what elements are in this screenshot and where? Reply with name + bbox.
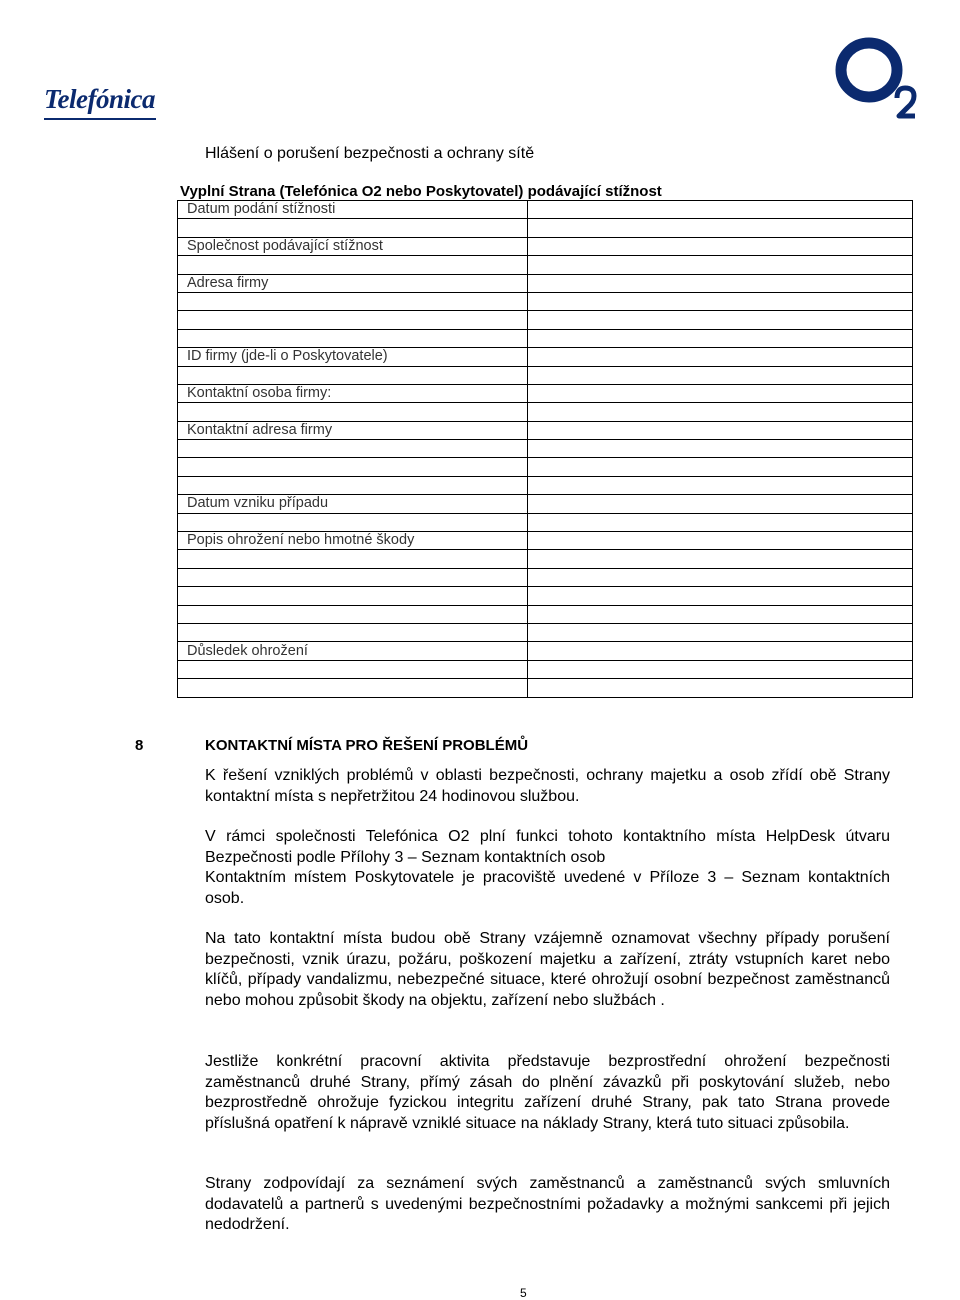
- form-row: [178, 256, 913, 274]
- form-row: [178, 642, 913, 660]
- form-value-cell[interactable]: [528, 476, 913, 494]
- form-row: [178, 623, 913, 641]
- form-row: [178, 513, 913, 531]
- form-value-cell[interactable]: [528, 292, 913, 310]
- form-row: [178, 219, 913, 237]
- form-value-cell[interactable]: [528, 237, 913, 255]
- form-row: [178, 237, 913, 255]
- form-row: [178, 679, 913, 697]
- paragraph-2: [205, 827, 890, 909]
- form-value-cell[interactable]: [528, 274, 913, 292]
- form-row: [178, 348, 913, 366]
- form-row: [178, 384, 913, 402]
- form-label-cell: Datum podání stížnosti: [178, 201, 528, 219]
- form-value-cell[interactable]: [528, 642, 913, 660]
- form-label-cell: [178, 219, 528, 237]
- form-label-cell: Kontaktní osoba firmy:: [178, 384, 528, 402]
- form-row: [178, 292, 913, 310]
- table-heading: Vyplní Strana (Telefónica O2 nebo Poskytovatel) podávající stížnost: [180, 183, 662, 200]
- section-title: KONTAKTNÍ MÍSTA PRO ŘEŠENÍ PROBLÉMŮ: [205, 737, 529, 754]
- form-value-cell[interactable]: [528, 384, 913, 402]
- form-value-cell[interactable]: [528, 679, 913, 697]
- form-value-cell[interactable]: [528, 403, 913, 421]
- form-value-cell[interactable]: [528, 513, 913, 531]
- form-row: [178, 605, 913, 623]
- form-label-cell: Kontaktní adresa firmy: [178, 421, 528, 439]
- form-row: [178, 587, 913, 605]
- form-label-cell: [178, 311, 528, 329]
- form-label-cell: [178, 660, 528, 678]
- form-value-cell[interactable]: [528, 605, 913, 623]
- form-label-cell: Důsledek ohrožení: [178, 642, 528, 660]
- form-label-cell: ID firmy (jde-li o Poskytovatele): [178, 348, 528, 366]
- form-row: [178, 532, 913, 550]
- form-row: [178, 476, 913, 494]
- form-row: [178, 550, 913, 568]
- form-value-cell[interactable]: [528, 421, 913, 439]
- form-value-cell[interactable]: [528, 550, 913, 568]
- form-label-cell: [178, 679, 528, 697]
- form-label-cell: [178, 366, 528, 384]
- form-label-cell: Adresa firmy: [178, 274, 528, 292]
- form-row: [178, 440, 913, 458]
- complaint-form-table: [177, 200, 913, 698]
- form-label-cell: [178, 329, 528, 347]
- form-label-cell: [178, 476, 528, 494]
- form-row: [178, 495, 913, 513]
- form-value-cell[interactable]: [528, 311, 913, 329]
- telefonica-logo: [44, 84, 155, 115]
- form-value-cell[interactable]: [528, 623, 913, 641]
- form-value-cell[interactable]: [528, 458, 913, 476]
- form-row: [178, 366, 913, 384]
- form-value-cell[interactable]: [528, 587, 913, 605]
- form-row: [178, 660, 913, 678]
- paragraph-1: K řešení vzniklých problémů v oblasti bezpečnosti, ochrany majetku a osob zřídí obě Strany kontaktní místa s nepřetržitou 24 hodinovou službou.: [205, 767, 890, 805]
- form-label-cell: [178, 458, 528, 476]
- paragraph-4: Jestliže konkrétní pracovní aktivita představuje bezprostřední ohrožení bezpečnosti zaměstnanců druhé Strany, přímý zásah do plnění závazků při poskytování služeb, nebo bezprostředně ohrožuje fyzickou integritu zařízení druhé Strany, pak tato Strana provede příslušná opatření k nápravě vzniklé situace na náklady Strany, která tuto situaci způsobila.: [205, 1053, 890, 1132]
- form-row: [178, 421, 913, 439]
- page-number: 5: [520, 1286, 527, 1300]
- paragraph-2-line: Kontaktním místem Poskytovatele je pracoviště uvedené v Příloze 3 – Seznam kontaktních osob.: [205, 869, 890, 907]
- form-value-cell[interactable]: [528, 440, 913, 458]
- form-row: [178, 329, 913, 347]
- form-value-cell[interactable]: [528, 219, 913, 237]
- form-value-cell[interactable]: [528, 495, 913, 513]
- form-title: Hlášení o porušení bezpečnosti a ochrany sítě: [205, 145, 535, 162]
- form-value-cell[interactable]: [528, 329, 913, 347]
- form-row: [178, 458, 913, 476]
- telefonica-logo-text: Telefónica: [44, 84, 155, 114]
- form-row: [178, 568, 913, 586]
- form-label-cell: [178, 623, 528, 641]
- form-value-cell[interactable]: [528, 348, 913, 366]
- form-value-cell[interactable]: [528, 256, 913, 274]
- paragraph-3: Na tato kontaktní místa budou obě Strany vzájemně oznamovat všechny případy porušení bezpečnosti, vznik úrazu, požáru, poškození majetku a zařízení, ztráty vstupních karet nebo klíčů, případy vandalizmu, nebezpečné situace, které ohrožují osobní bezpečnost zaměstnanců nebo mohou způsobit škody na objektu, zařízení nebo službách .: [205, 930, 890, 1009]
- form-value-cell[interactable]: [528, 366, 913, 384]
- paragraph-2-line: V rámci společnosti Telefónica O2 plní funkci tohoto kontaktního místa HelpDesk útvaru Bezpečnosti podle Přílohy 3 – Seznam kontaktních osob: [205, 828, 890, 866]
- form-label-cell: [178, 587, 528, 605]
- form-label-cell: [178, 550, 528, 568]
- form-label-cell: [178, 513, 528, 531]
- form-label-cell: [178, 440, 528, 458]
- form-row: [178, 274, 913, 292]
- form-value-cell[interactable]: [528, 201, 913, 219]
- form-label-cell: Popis ohrožení nebo hmotné škody: [178, 532, 528, 550]
- section-number: 8: [135, 737, 144, 754]
- form-row: [178, 311, 913, 329]
- form-label-cell: Společnost podávající stížnost: [178, 237, 528, 255]
- form-value-cell[interactable]: [528, 532, 913, 550]
- form-label-cell: [178, 605, 528, 623]
- form-row: [178, 201, 913, 219]
- form-label-cell: Datum vzniku případu: [178, 495, 528, 513]
- form-label-cell: [178, 568, 528, 586]
- form-label-cell: [178, 292, 528, 310]
- form-label-cell: [178, 403, 528, 421]
- paragraph-5: Strany zodpovídají za seznámení svých zaměstnanců a zaměstnanců svých smluvních dodavatelů a partnerů s uvedenými bezpečnostními požadavky a možnými sankcemi při jejich nedodržení.: [205, 1175, 890, 1233]
- logo-underline: [44, 118, 156, 120]
- o2-logo: [833, 28, 923, 124]
- form-value-cell[interactable]: [528, 660, 913, 678]
- form-row: [178, 403, 913, 421]
- form-value-cell[interactable]: [528, 568, 913, 586]
- form-label-cell: [178, 256, 528, 274]
